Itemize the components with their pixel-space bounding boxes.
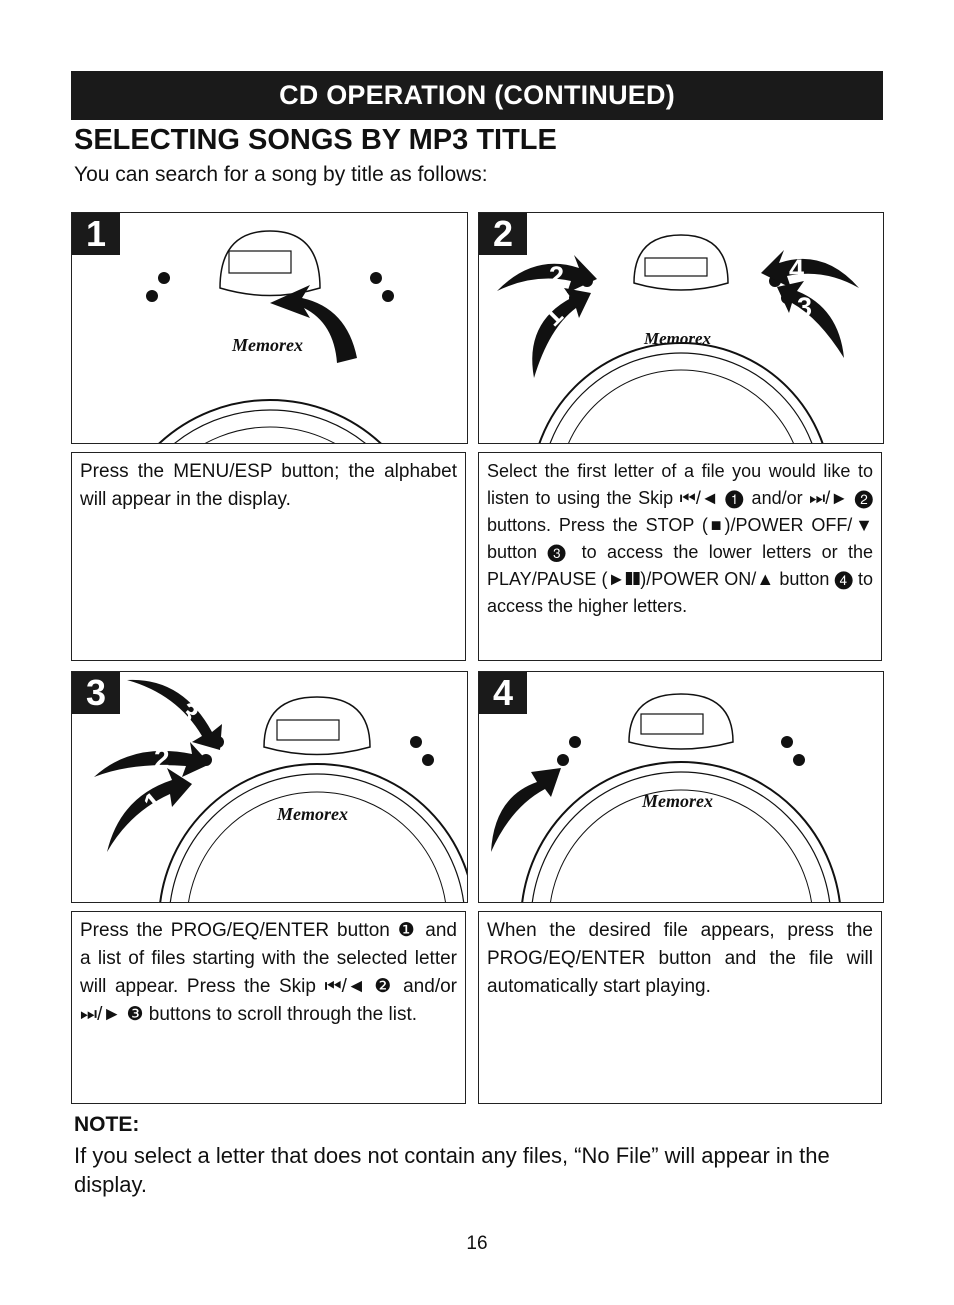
arrow-icon xyxy=(497,255,597,293)
note-text: If you select a letter that does not contain any files, “No File” will appear in the display. xyxy=(74,1143,830,1197)
section-banner: CD OPERATION (CONTINUED) xyxy=(71,71,883,120)
arrow-icon xyxy=(532,288,591,378)
note-label: NOTE: xyxy=(74,1113,140,1136)
step-4-number: 4 xyxy=(479,672,527,714)
step-2-instructions: Select the first letter of a file you would like to listen to using the Skip ⏮/◄ ❶ and/or ⏭/► ❷ buttons. Press the STOP (■)/POWER OFF/▼ button ❸ to access the lower letters or the PLAY/PAUSE (►❚❚)/POWER ON/▲ button ❹ to access the higher letters. xyxy=(478,452,882,661)
step-2-number: 2 xyxy=(479,213,527,255)
arrow-icon xyxy=(491,768,561,852)
arrow-icon xyxy=(94,742,210,777)
brand-logo: Memorex xyxy=(642,791,713,811)
callout-label: 4 xyxy=(789,254,805,284)
step-3-illustration xyxy=(71,671,468,903)
brand-logo: Memorex xyxy=(644,329,712,348)
cd-player-drawing xyxy=(72,672,467,902)
callout-label: 3 xyxy=(171,696,205,730)
callout-label: 1 xyxy=(137,785,170,820)
step-1-number: 1 xyxy=(72,213,120,255)
cd-player-drawing xyxy=(479,672,883,902)
step-4-illustration xyxy=(478,671,884,903)
cd-player-drawing xyxy=(72,213,467,443)
brand-logo: Memorex xyxy=(232,335,303,355)
intro-text: You can search for a song by title as follows: xyxy=(74,163,488,186)
step-4-instructions: When the desired file appears, press the PROG/EQ/ENTER button and the file will automatically start playing. xyxy=(478,911,882,1104)
page-heading: SELECTING SONGS BY MP3 TITLE xyxy=(74,124,557,156)
callout-label: 2 xyxy=(154,743,170,774)
callout-label: 2 xyxy=(549,261,565,291)
step-3-instructions: Press the PROG/EQ/ENTER button ❶ and a list of files starting with the selected letter will appear. Press the Skip ⏮/◄ ❷ and/or ⏭/► ❸ buttons to scroll through the list. xyxy=(71,911,466,1104)
callout-label: 1 xyxy=(537,300,569,333)
page-number: 16 xyxy=(466,1233,488,1254)
step-3-number: 3 xyxy=(72,672,120,714)
step-1-instructions: Press the MENU/ESP button; the alphabet will appear in the display. xyxy=(71,452,466,661)
step-1-illustration xyxy=(71,212,468,444)
callout-label: 3 xyxy=(797,292,813,322)
cd-player-drawing xyxy=(479,213,883,443)
step-2-illustration xyxy=(478,212,884,444)
brand-logo: Memorex xyxy=(277,804,348,824)
